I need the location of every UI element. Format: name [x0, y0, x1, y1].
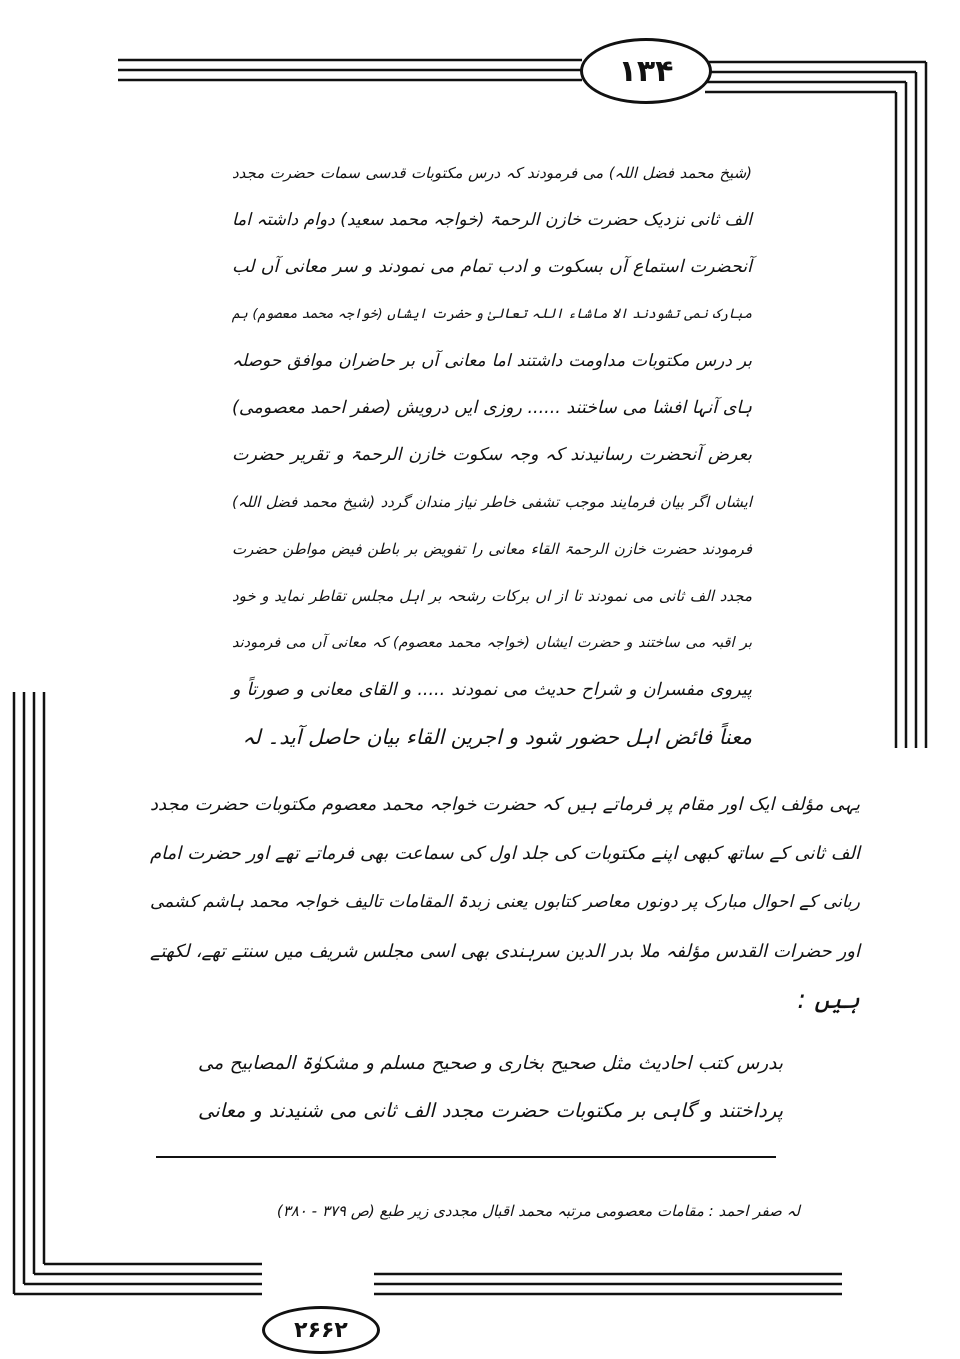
text-line: بعرض آنحضرت رسانیدند کہ وجہ سکوت خازن الرحمۃ و تقریر حضرت [232, 445, 752, 465]
text-line: الف ثانی کے ساتھ کبھی اپنے مکتوبات کی جلد اول کی سماعت بھی فرماتے تھے اور حضرت امام [150, 843, 860, 864]
text-line: پیروی مفسران و شراح حدیث می نمودند ..... و القای معانی و صورتاً و [232, 680, 752, 700]
text-line: پرداختند و گاہی بر مکتوبات حضرت مجدد الف ثانی می شنیدند و معانی [198, 1099, 783, 1122]
text-line: اور حضرات القدس مؤلفہ ملا بدر الدین سرہندی بھی اسی مجلس شریف میں سنتے تھے، لکھتے [150, 941, 860, 962]
text-line: آنحضرت استماع آں بسکوت و ادب تمام می نمودند و سر معانی آں لب [232, 257, 752, 277]
footnote: لہ صفر احمد : مقامات معصومی مرتبہ محمد اقبال مجددی زیر طبع (ص ۳۷۹ - ۳۸۰) [276, 1202, 800, 1220]
persian-quote-2 [198, 1040, 783, 1134]
persian-quote-1 [232, 150, 752, 761]
text-line: فرمودند حضرت خازن الرحمۃ القاء معانی را تفویض بر باطن فیض مواطن حضرت [232, 540, 752, 558]
text-line: مجدد الف ثانی می نمودند تا از اں برکات رشحہ بر اہل مجلس تقاطر نماید و خود [232, 587, 752, 605]
footnote-divider [156, 1156, 776, 1158]
page-number-top: ۱۳۴ [580, 38, 712, 104]
text-line: بر اقبہ می ساختند و حضرت ایشاں (خواجہ محمد معصوم) کہ معانی آں می فرمودند [232, 635, 752, 651]
text-line: مبارک نمی تشودند الا ماشاء اللہ تعالیٰ و حضرت ایشاں (خواجہ محمد معصوم) ہم [232, 306, 752, 322]
text-line: معناً فائض اہل حضور شود و اجرین القاء بیان حاصل آید۔ لہ [242, 725, 752, 749]
text-line: بدرس کتب احادیث مثل صحیح بخاری و صحیح مسلم و مشکوٰۃ المصابیح می [198, 1053, 783, 1074]
text-line: (شیخ محمد فضل اللہ) می فرمودند کہ درس مکتوبات قدسی سمات حضرت مجدد [232, 164, 752, 182]
text-line: ربانی کے احوال مبارک پر دونوں معاصر کتابوں یعنی زبدۃ المقامات تالیف خواجہ محمد ہاشم کشمی [150, 892, 860, 912]
text-line: ہیں : [797, 985, 860, 1015]
text-line: ہای آنہا افشا می ساختند ...... روزی ایں درویش (صفر احمد معصومی) [232, 398, 752, 418]
text-line: بر درس مکتوبات مداومت داشتند اما معانی آں بر حاضران موافق حوصلہ [232, 351, 752, 371]
urdu-paragraph [150, 780, 860, 1025]
page-number-bottom: ۲۶۶۲ [262, 1306, 380, 1354]
text-line: یہی مؤلف ایک اور مقام پر فرماتے ہیں کہ حضرت خواجہ محمد معصوم مکتوبات حضرت مجدد [150, 794, 860, 815]
text-line: ایشاں اگر بیان فرمایند موجب تشفی خاطر نیاز مندان گردد (شیخ محمد فضل اللہ) [232, 493, 752, 511]
text-line: الف ثانی نزدیک حضرت خازن الرحمۃ (خواجہ محمد سعید) دوام داشتہ اما [232, 210, 752, 230]
